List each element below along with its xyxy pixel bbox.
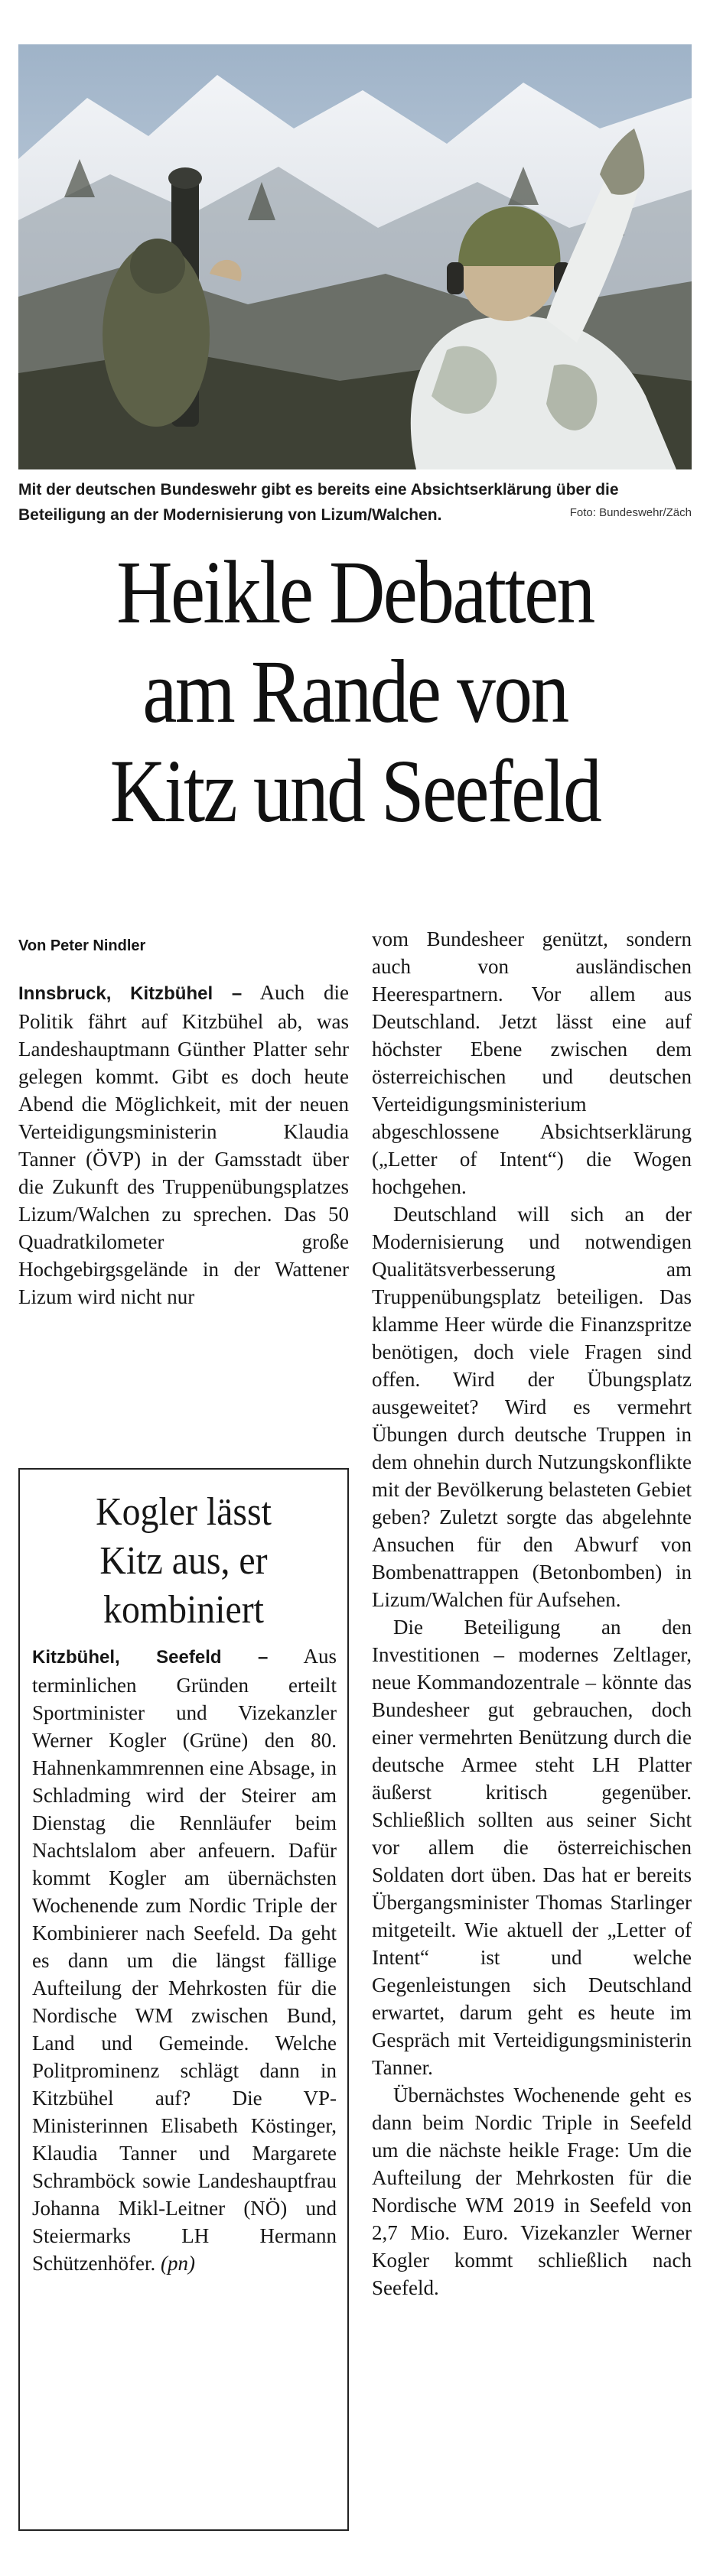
headline [50, 543, 660, 841]
headline-line-3: Kitz und Seefeld [109, 741, 601, 841]
sidebar-box-text [32, 1642, 337, 2277]
byline: Von Peter Nindler [18, 937, 146, 954]
sidebar-box-title [15, 1488, 353, 1635]
caption-text: Mit der deutschen Bundeswehr gibt es bereits eine Absichtserklärung über die Beteiligung an der Modernisierung von Lizum/Walchen. [18, 481, 619, 524]
article-photo [18, 44, 692, 469]
sidebar-paragraph [32, 1642, 337, 2277]
article-paragraph-1 [18, 979, 349, 1311]
soldiers-in-snow-mountains-photo [18, 44, 692, 469]
sidebar-paragraph-text: Aus terminlichen Gründen erteilt Sportminister und Vizekanzler Werner Kogler (Grüne) den 80. Hahnenkammrennen eine Absage, in Schladming wird der Steirer am Dienstag die Rennläufer beim Nachtslalom aber anfeuern. Dafür kommt Kogler am übernächsten Wochenende zum Nordic Triple der Kombinierer nach Seefeld. Da geht es dann um die längst fällige Aufteilung der Mehrkosten für die Nordische WM zwischen Bund, Land und Gemeinde. Welche Politprominenz schlägt dann in Kitzbühel auf? Die VP-Ministerinnen Elisabeth Köstinger, Klaudia Tanner und Margarete Schramböck sowie Landeshauptfrau Johanna Mikl-Leitner (NÖ) und Steiermarks LH Hermann Schützenhöfer. [32, 1645, 337, 2275]
article-paragraph-1-text: Auch die Politik fährt auf Kitzbühel ab, was Landeshauptmann Günther Platter sehr gelegen kommt. Gibt es doch heute Abend die Möglichkeit, mit der neuen Verteidigungsministerin Klaudia Tanner (ÖVP) in der Gamsstadt über die Zukunft des Truppenübungsplatzes Lizum/Walchen zu sprechen. Das 50 Quadratkilometer große Hochgebirgsgelände in der Wattener Lizum wird nicht nur [18, 981, 350, 1308]
sidebar-author: (pn) [160, 2252, 195, 2275]
article-paragraph-3: Die Beteiligung an den Investitionen – modernes Zeltlager, neue Kommandozentrale – könnte das Bundesheer gut gebrauchen, doch einer vermehrten Benützung durch die deutsche Armee steht LH Platter äußerst kritisch gegenüber. Schließlich sollten aus seiner Sicht vor allem die österreichischen Soldaten dort üben. Das hat er bereits Übergangsminister Thomas Starlinger mitgeteilt. Wie aktuell der „Letter of Intent“ ist und welche Gegenleistungen sich Deutschland erwartet, darum geht es heute im Gespräch mit Verteidigungsministerin Tanner. [372, 1616, 692, 2079]
sidebar-title-line-1: Kogler lässt [96, 1490, 272, 1534]
headline-line-2: am Rande von [142, 642, 568, 742]
photo-credit: Foto: Bundeswehr/Zäch [569, 506, 692, 519]
article-paragraph-1-continued: vom Bundesheer genützt, sondern auch von ausländischen Heerespartnern. Vor allem aus Deutschland. Jetzt lässt eine auf höchster Ebene zwischen dem österreichischen und deutschen Verteidigungsministerium abgeschlossene Absichtserklärung („Letter of Intent“) die Wogen hochgehen. [372, 927, 692, 1198]
article-column-1 [18, 979, 349, 1311]
headline-line-1: Heikle Debatten [116, 542, 594, 642]
article-paragraph-4: Übernächstes Wochenende geht es dann beim Nordic Triple in Seefeld um die nächste heikle Frage: Um die Aufteilung der Mehrkosten für die Nordische WM 2019 in Seefeld von 2,7 Mio. Euro. Vizekanzler Werner Kogler kommt schließlich nach Seefeld. [372, 2084, 692, 2299]
sidebar-title-line-3: kombiniert [103, 1588, 264, 1632]
sidebar-dateline: Kitzbühel, Seefeld – [32, 1647, 269, 1668]
photo-caption [18, 477, 692, 528]
dateline: Innsbruck, Kitzbühel – [18, 983, 243, 1004]
article-paragraph-2: Deutschland will sich an der Modernisierung und notwendigen Qualitätsverbesserung am Truppenübungsplatz beteiligen. Das klamme Heer würde die Finanzspritze benötigen, doch viele Fragen sind offen. Wird der Übungsplatz ausgeweitet? Wird es vermehrt Übungen durch deutsche Truppen in dem ohnehin durch Nutzungskonflikte mit der Bevölkerung belasteten Gebiet geben? Zuletzt sorgte das abgelehnte Ansuchen für den Abwurf von Bombenattrappen (Betonbomben) in Lizum/Walchen für Aufsehen. [372, 1203, 692, 1611]
sidebar-title-line-2: Kitz aus, er [99, 1539, 268, 1583]
article-column-2 [372, 925, 692, 2302]
